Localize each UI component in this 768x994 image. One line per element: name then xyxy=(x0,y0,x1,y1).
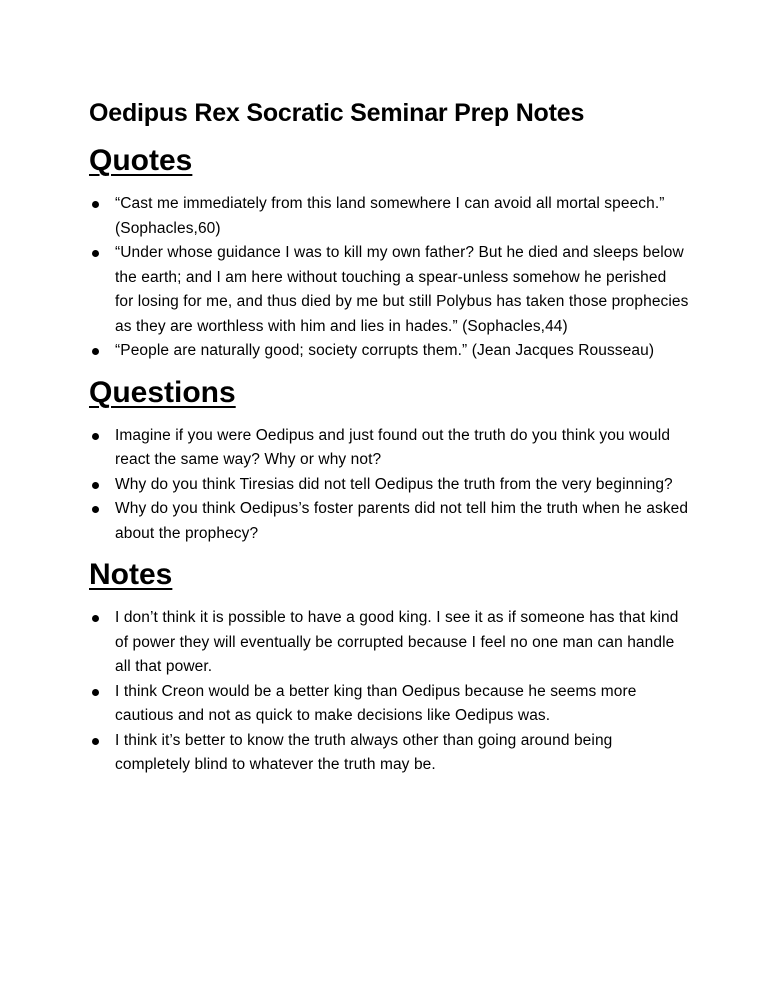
document-page xyxy=(89,96,689,788)
quotes-list xyxy=(89,192,689,364)
list-item-text: I don’t think it is possible to have a good king. I see it as if someone has that kind of power they will eventually be corrupted because I feel no one man can handle all that power. xyxy=(115,609,679,675)
list-item-text: Why do you think Tiresias did not tell Oedipus the truth from the very beginning? xyxy=(115,475,673,493)
list-item xyxy=(89,192,689,241)
page-title: Oedipus Rex Socratic Seminar Prep Notes xyxy=(89,99,585,127)
list-item-text: “Under whose guidance I was to kill my own father? But he died and sleeps below the earth; and I am here without touching a spear-unless somehow he perished for losing for me, and thus died by me but still Polybus has taken those prophecies as they are worthless with him and lies in hades.” (Sophacles,44) xyxy=(115,244,689,335)
bullet-icon xyxy=(92,433,99,440)
quotes-section xyxy=(89,142,689,364)
bullet-icon xyxy=(92,738,99,745)
list-item-text: Imagine if you were Oedipus and just found out the truth do you think you would react the same way? Why or why not? xyxy=(115,426,671,468)
section-heading-notes: Notes xyxy=(89,558,173,591)
list-item-text: I think it’s better to know the truth always other than going around being completely blind to whatever the truth may be. xyxy=(115,731,613,773)
section-heading-quotes: Quotes xyxy=(89,144,193,177)
bullet-icon xyxy=(92,615,99,622)
list-item xyxy=(89,729,689,778)
notes-section xyxy=(89,556,689,778)
bullet-icon xyxy=(92,689,99,696)
list-item-text: “Cast me immediately from this land somewhere I can avoid all mortal speech.” (Sophacles,60) xyxy=(115,195,665,237)
list-item xyxy=(89,497,689,546)
list-item xyxy=(89,606,689,680)
list-item xyxy=(89,424,689,473)
questions-list xyxy=(89,424,689,547)
questions-section xyxy=(89,374,689,547)
bullet-icon xyxy=(92,482,99,489)
notes-list xyxy=(89,606,689,778)
list-item xyxy=(89,680,689,729)
list-item-text: I think Creon would be a better king than Oedipus because he seems more cautious and not as quick to make decisions like Oedipus was. xyxy=(115,682,637,724)
list-item-text: “People are naturally good; society corrupts them.” (Jean Jacques Rousseau) xyxy=(115,342,655,359)
list-item-text: Why do you think Oedipus’s foster parents did not tell him the truth when he asked about the prophecy? xyxy=(115,500,689,542)
bullet-icon xyxy=(92,201,99,208)
bullet-icon xyxy=(92,506,99,513)
section-heading-questions: Questions xyxy=(89,375,236,409)
bullet-icon xyxy=(92,250,99,257)
bullet-icon xyxy=(92,348,99,355)
list-item xyxy=(89,339,689,364)
list-item xyxy=(89,473,689,498)
list-item xyxy=(89,241,689,339)
